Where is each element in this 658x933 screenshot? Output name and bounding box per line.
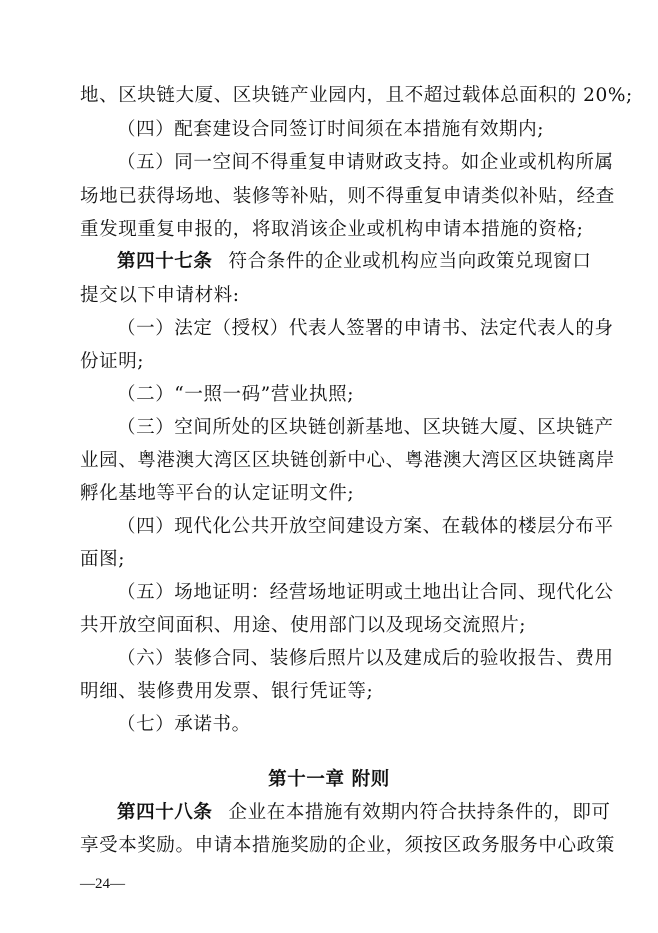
list-item: （四）现代化公共开放空间建设方案、在载体的楼层分布平 <box>117 516 614 537</box>
body-line: （四）配套建设合同签订时间须在本措施有效期内; <box>117 119 545 140</box>
list-item: 孵化基地等平台的认定证明文件; <box>80 483 355 504</box>
article-47-text: 符合条件的企业或机构应当向政策兑现窗口 <box>228 251 592 272</box>
list-item: 共开放空间面积、用途、使用部门以及现场交流照片; <box>80 615 527 636</box>
list-item: 份证明; <box>80 351 145 372</box>
article-47-line <box>117 250 592 274</box>
list-item: 业园、粤港澳大湾区区块链创新中心、粤港澳大湾区区块链离岸 <box>80 450 615 471</box>
body-line: 场地已获得场地、装修等补贴，则不得重复申请类似补贴，经查 <box>80 186 615 207</box>
list-item: （一）法定（授权）代表人签署的申请书、法定代表人的身 <box>117 318 614 339</box>
list-item: （三）空间所处的区块链创新基地、区块链大厦、区块链产 <box>117 417 614 438</box>
chapter-title: 第十一章 附则 <box>268 769 390 790</box>
article-48-continuation: 享受本奖励。申请本措施奖励的企业，须按区政务服务中心政策 <box>80 835 615 856</box>
body-line: （五）同一空间不得重复申请财政支持。如企业或机构所属 <box>117 152 614 173</box>
page-number: —24— <box>80 876 125 892</box>
body-line: 地、区块链大厦、区块链产业园内，且不超过载体总面积的 20%; <box>80 85 633 106</box>
list-item: （五）场地证明：经营场地证明或土地出让合同、现代化公 <box>117 582 614 603</box>
article-48-line <box>117 801 611 825</box>
list-item: （六）装修合同、装修后照片以及建成后的验收报告、费用 <box>117 648 614 669</box>
list-item: （二）“一照一码”营业执照; <box>117 384 355 405</box>
list-item: 明细、装修费用发票、银行凭证等; <box>80 681 374 702</box>
article-47-label: 第四十七条 <box>117 251 213 272</box>
list-item: 面图; <box>80 549 126 570</box>
article-47-continuation: 提交以下申请材料: <box>80 285 240 306</box>
body-line: 重发现重复申报的，将取消该企业或机构申请本措施的资格; <box>80 219 584 240</box>
article-48-text: 企业在本措施有效期内符合扶持条件的，即可 <box>228 802 611 823</box>
article-48-label: 第四十八条 <box>117 802 213 823</box>
list-item: （七）承诺书。 <box>117 714 251 735</box>
